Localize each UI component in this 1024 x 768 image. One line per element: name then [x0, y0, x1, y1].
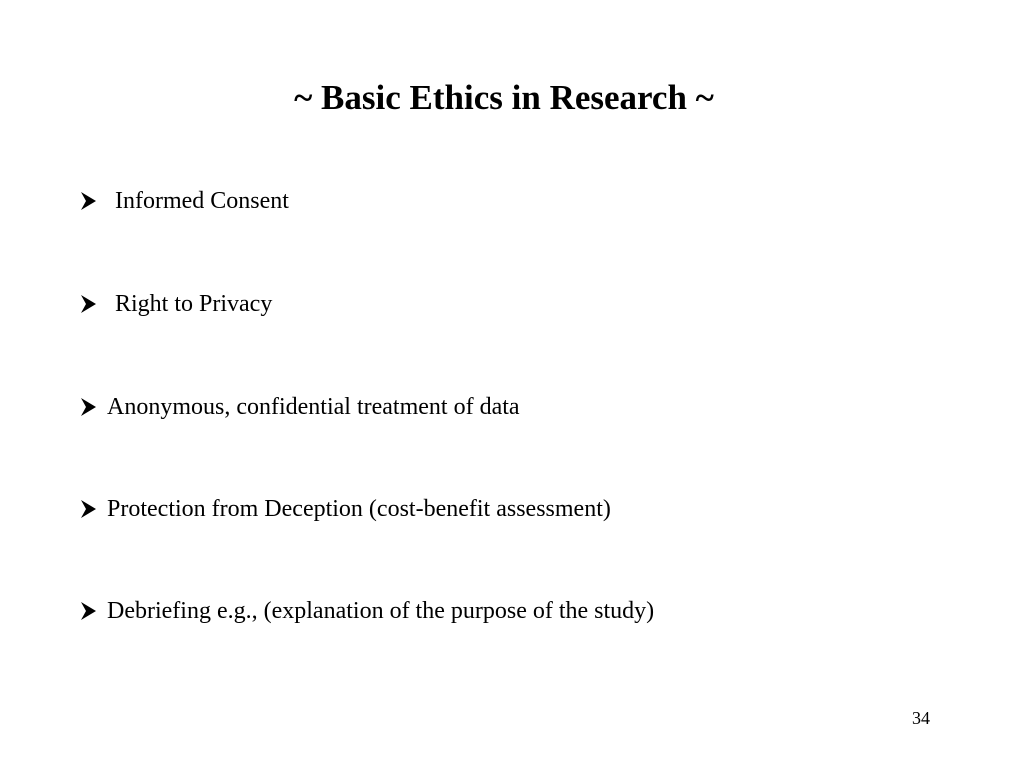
arrowhead-bullet-icon [80, 601, 97, 621]
bullet-item-anonymous-treatment [80, 390, 520, 424]
bullet-item-protection-from-deception [80, 492, 611, 526]
page-number: 34 [912, 708, 930, 728]
bullet-text: Protection from Deception (cost-benefit assessment) [107, 496, 611, 522]
bullet-item-informed-consent [80, 184, 289, 218]
arrowhead-bullet-icon [80, 191, 97, 211]
bullet-text: Debriefing e.g., (explanation of the purpose of the study) [107, 598, 655, 624]
arrowhead-bullet-icon [80, 499, 97, 519]
bullet-item-debriefing [80, 594, 654, 628]
arrowhead-bullet-icon [80, 397, 97, 417]
bullet-text: Right to Privacy [115, 291, 273, 317]
bullet-text: Anonymous, confidential treatment of data [107, 394, 520, 420]
bullet-item-right-to-privacy [80, 287, 272, 321]
arrowhead-bullet-icon [80, 294, 97, 314]
bullet-text: Informed Consent [115, 188, 289, 214]
slide-title: ~ Basic Ethics in Research ~ [294, 78, 714, 117]
